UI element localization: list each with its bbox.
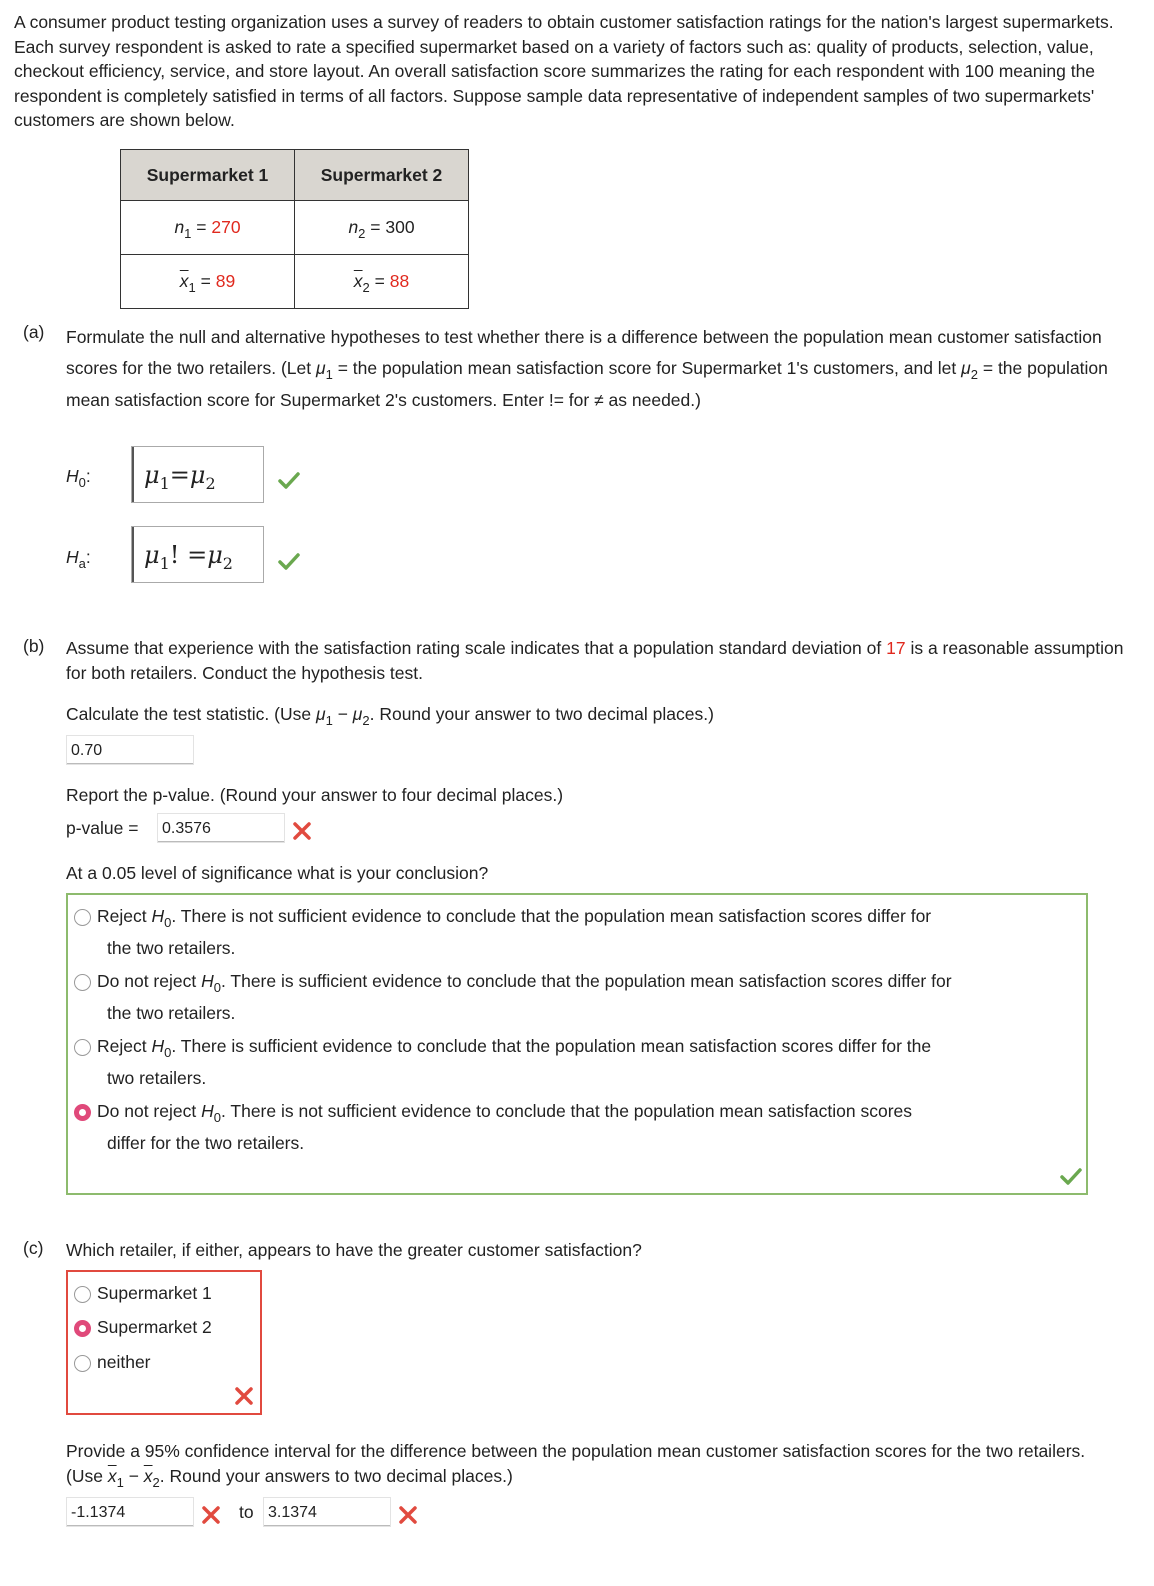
table-header-supermarket-1: Supermarket 1 (121, 150, 295, 201)
conclusion-radio-1[interactable] (74, 909, 91, 926)
x-mark-icon (201, 1505, 221, 1525)
conclusion-option-4[interactable]: Do not reject $H_0$. There is not sufficient evidence to conclude that the population mean satisfaction scores differ for the two retailers. (97, 1101, 913, 1153)
part-c-label: (c) (23, 1238, 44, 1258)
conclusion-radio-4-selected[interactable] (74, 1104, 91, 1121)
test-statistic-input[interactable]: 0.70 (66, 735, 194, 765)
part-a-label: (a) (23, 322, 45, 342)
cell-n2: $n_2 = 300$ (295, 201, 469, 255)
retailer-option-1[interactable]: Supermarket 1 (97, 1283, 212, 1303)
x-mark-icon (398, 1505, 418, 1525)
problem-intro: A consumer product testing organization uses a survey of readers to obtain customer satisfaction ratings for the nation's largest supermarkets. Each survey respondent is asked to rate a specified supermarket based on a variety of factors such as: quality of products, selection, value, checkout efficiency, service, and store layout. An overall satisfaction score summarizes the rating for each respondent with 100 meaning the respondent is completely satisfied in terms of all factors. Suppose sample data representative of independent samples of two supermarkets' customers are shown below. (14, 12, 1114, 130)
x-mark-icon (292, 821, 312, 841)
part-b-label: (b) (23, 636, 45, 656)
ha-answer-box[interactable]: $\mu_1$! $=\mu_2$ (131, 526, 264, 583)
conclusion-radio-2[interactable] (74, 974, 91, 991)
conclusion-radio-3[interactable] (74, 1039, 91, 1056)
part-b-prompt: Assume that experience with the satisfaction rating scale indicates that a population standard deviation of 17 is a reasonable assumption for both retailers. Conduct the hypothesis test. (66, 638, 1124, 683)
cell-x2: $\overline{x}_2 = 88$ (295, 255, 469, 309)
cell-x1: $\overline{x}_1 = 89$ (121, 255, 295, 309)
ci-to-label: to (239, 1502, 254, 1522)
check-icon (278, 553, 300, 571)
retailer-option-2[interactable]: Supermarket 2 (97, 1317, 212, 1337)
pvalue-prompt: Report the p-value. (Round your answer to four decimal places.) (66, 785, 564, 805)
conclusion-prompt: At a 0.05 level of significance what is your conclusion? (66, 863, 489, 883)
test-stat-prompt: Calculate the test statistic. (Use $\mu_1 - \mu_2$. Round your answer to two decimal places.) (66, 704, 714, 728)
h0-answer-box[interactable]: $\mu_1=\mu_2$ (131, 446, 264, 503)
ci-lower-input[interactable]: -1.1374 (66, 1497, 194, 1527)
sample-data-table (120, 149, 469, 309)
check-icon (278, 472, 300, 490)
ci-upper-input[interactable]: 3.1374 (263, 1497, 391, 1527)
conclusion-option-1[interactable]: Reject $H_0$. There is not sufficient evidence to conclude that the population mean satisfaction scores differ for the two retailers. (97, 906, 932, 958)
table-header-supermarket-2: Supermarket 2 (295, 150, 469, 201)
conclusion-option-3[interactable]: Reject $H_0$. There is sufficient evidence to conclude that the population mean satisfaction scores differ for the two retailers. (97, 1036, 932, 1088)
cell-n1: $n_1 = 270$ (121, 201, 295, 255)
retailer-option-3[interactable]: neither (97, 1352, 151, 1372)
retailer-radio-2-selected[interactable] (74, 1320, 91, 1337)
ha-label: $H_a$: (66, 547, 91, 571)
part-a-prompt: Formulate the null and alternative hypotheses to test whether there is a difference between the population mean customer satisfaction scores for the two retailers. (Let $\mu_1$ = the population mean satisfaction score for Supermarket 1's customers, and let $\mu_2$ = the population mean satisfaction score for Supermarket 2's customers. Enter != for ≠ as needed.) (66, 327, 1108, 410)
pvalue-label: p-value = (66, 818, 139, 838)
h0-label: $H_0$: (66, 466, 91, 490)
retailer-radio-3[interactable] (74, 1355, 91, 1372)
conclusion-option-2[interactable]: Do not reject $H_0$. There is sufficient evidence to conclude that the population mean satisfaction scores differ for the two retailers. (97, 971, 952, 1023)
check-icon (1060, 1168, 1082, 1186)
pvalue-input[interactable]: 0.3576 (157, 813, 285, 843)
part-c-question: Which retailer, if either, appears to have the greater customer satisfaction? (66, 1240, 642, 1260)
ci-prompt: Provide a 95% confidence interval for the difference between the population mean customer satisfaction scores for the two retailers. (Use $\overline{x}_1 - \overline{x}_2$. Round your answers to two decimal places.) (66, 1441, 1086, 1490)
retailer-radio-1[interactable] (74, 1286, 91, 1303)
x-mark-icon (234, 1386, 254, 1406)
